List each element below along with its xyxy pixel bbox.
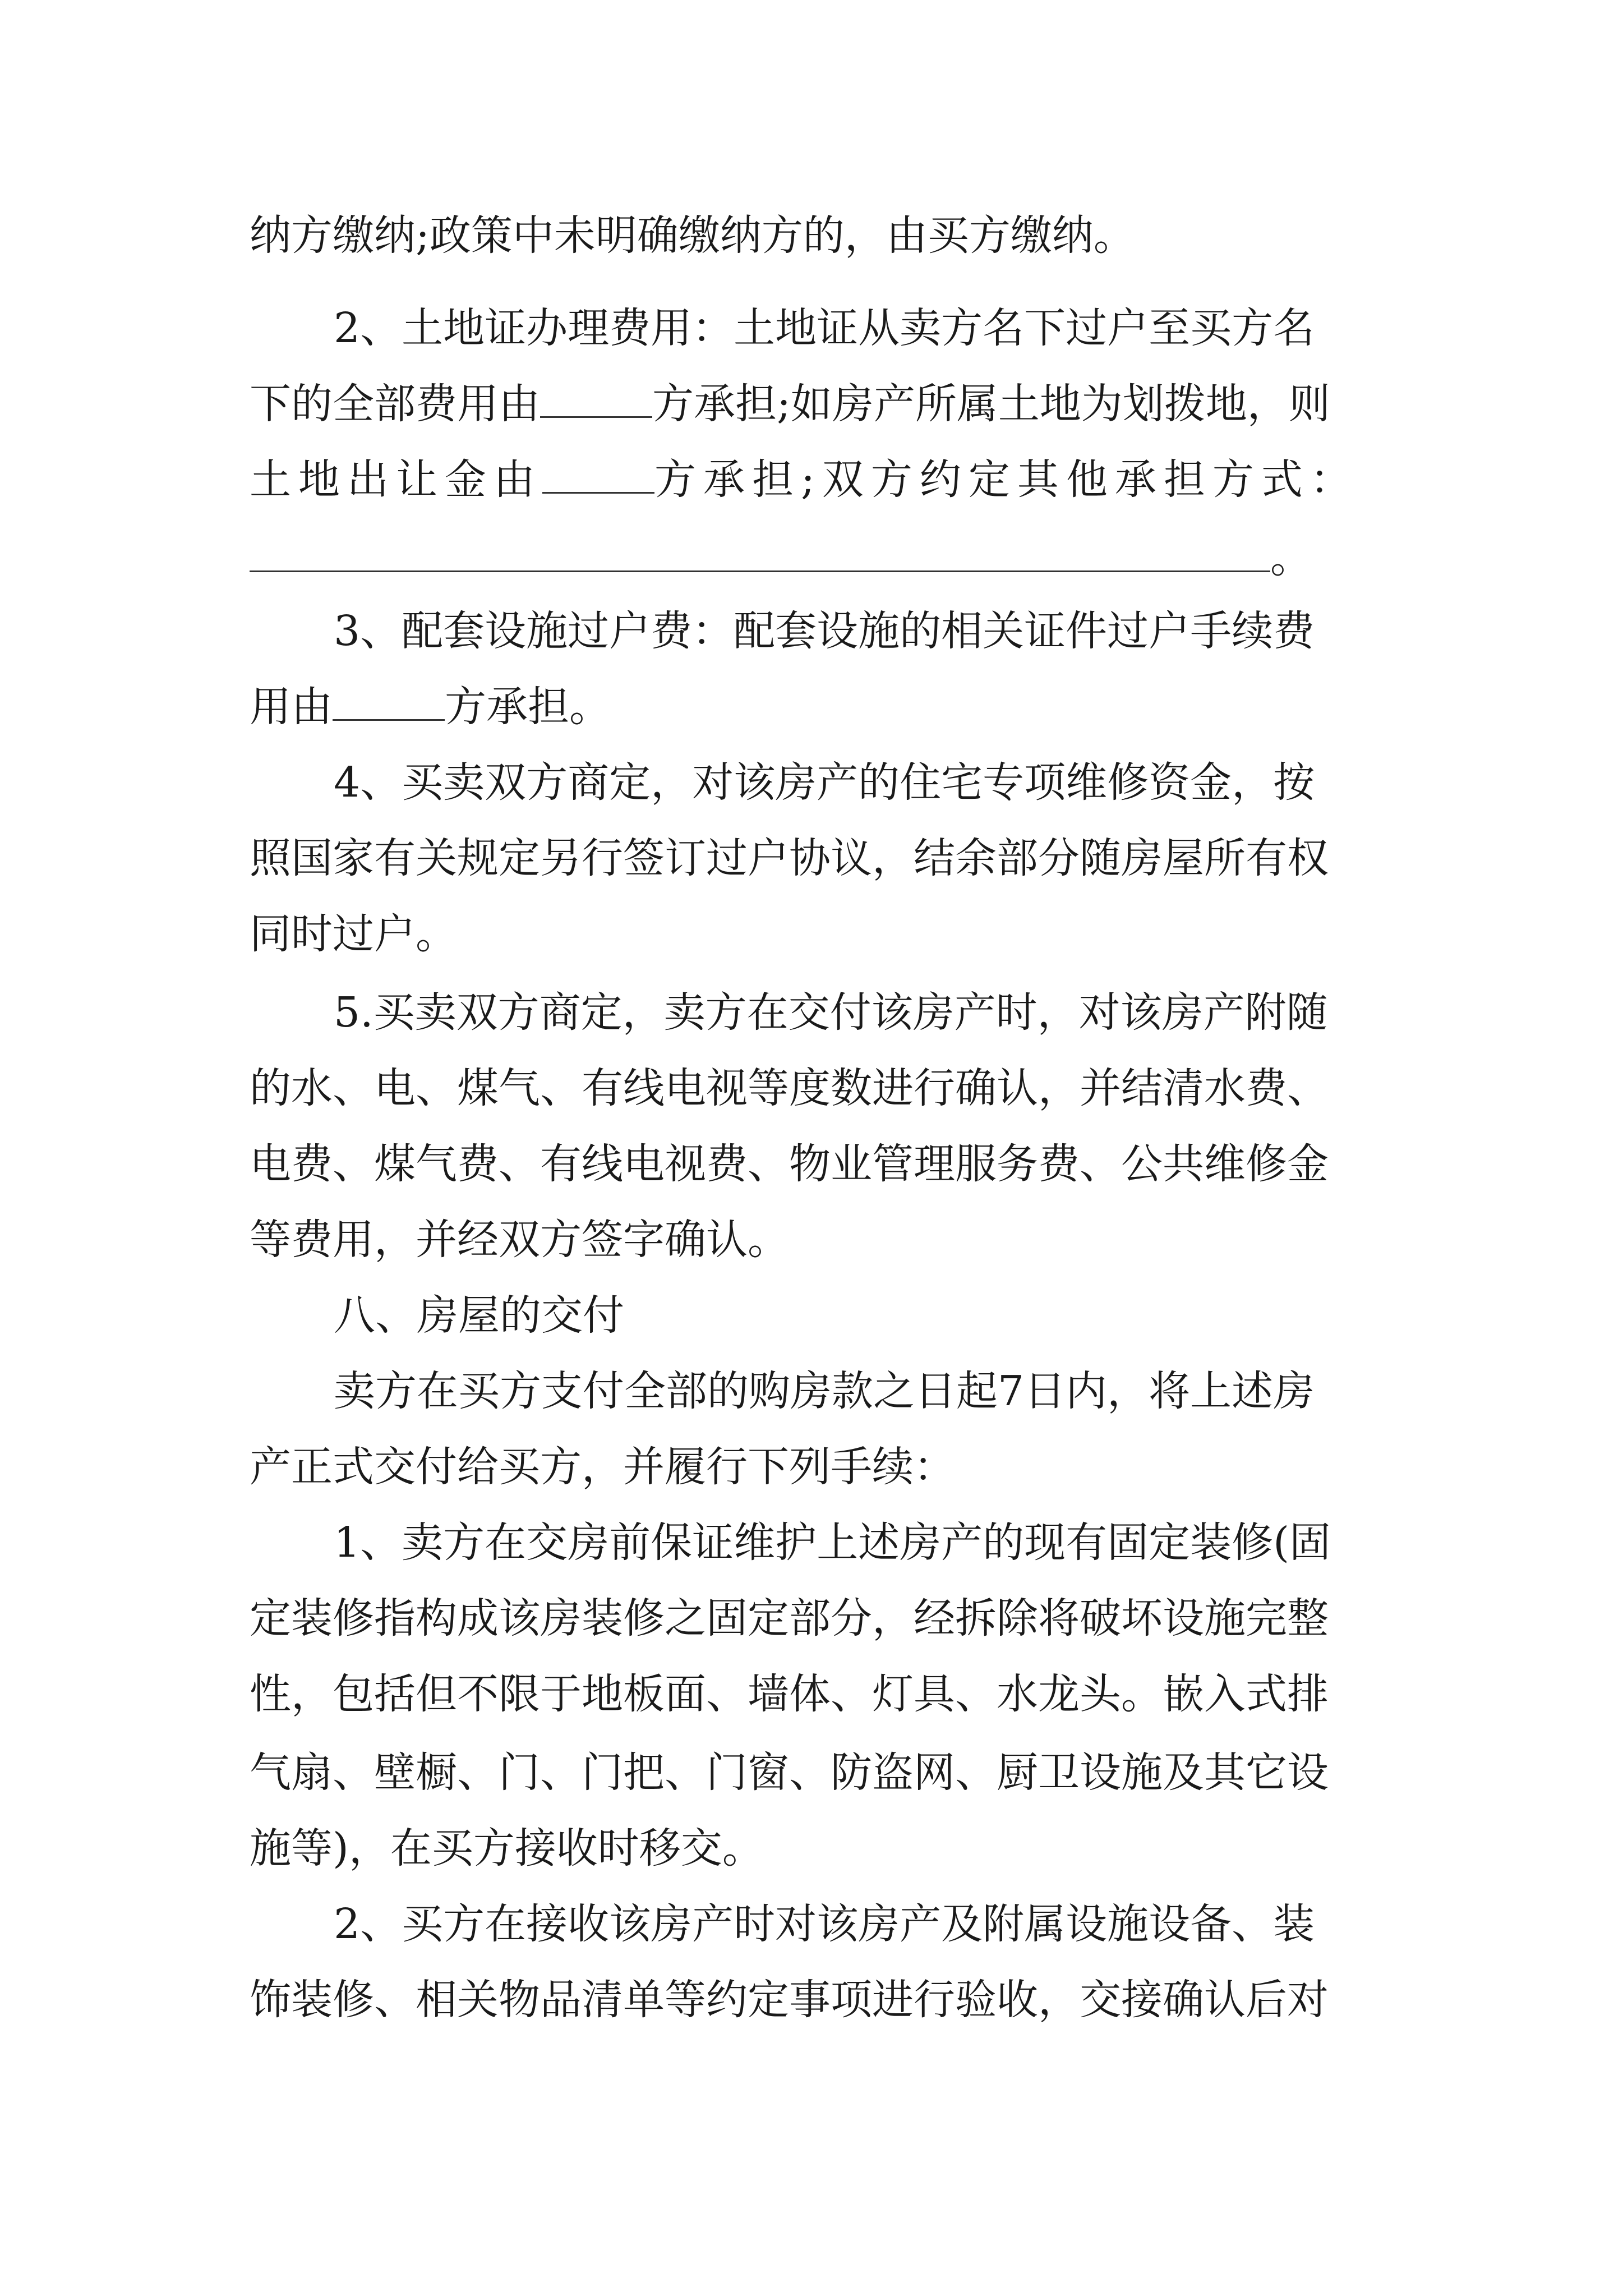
text-line: 产正式交付给买方，并履行下列手续： (250, 1443, 955, 1491)
text-segment: 下的全部费用由 (250, 380, 540, 428)
text-line: 的水、电、煤气、有线电视等度数进行确认，并结清水费、 (250, 1064, 1329, 1112)
text-line: 4、买卖双方商定，对该房产的住宅专项维修资金，按 (334, 758, 1315, 807)
text-line: 性，包括但不限于地板面、墙体、灯具、水龙头。嵌入式排 (250, 1670, 1329, 1718)
text-line (250, 530, 1394, 586)
text-line: 电费、煤气费、有线电视费、物业管理服务费、公共维修金 (250, 1140, 1329, 1188)
blank-field (542, 453, 654, 494)
text-line: 1、卖方在交房前保证维护上述房产的现有固定装修(固 (334, 1519, 1331, 1567)
text-segment: 。 (1270, 534, 1312, 582)
text-line: 2、买方在接收该房产时对该房产及附属设施设备、装 (334, 1900, 1315, 1948)
section-heading: 八、房屋的交付 (334, 1291, 624, 1340)
text-line: 定装修指构成该房装修之固定部分，经拆除将破坏设施完整 (250, 1594, 1329, 1642)
text-line: 等费用，并经双方签字确认。 (250, 1216, 789, 1264)
text-line: 卖方在买方支付全部的购房款之日起7日内，将上述房 (334, 1367, 1315, 1415)
blank-field (333, 680, 445, 721)
text-segment: 方承担。 (445, 683, 611, 731)
text-line (250, 376, 1394, 432)
text-line: 5.买卖双方商定，卖方在交付该房产时，对该房产附随 (334, 988, 1328, 1037)
text-line: 纳方缴纳;政策中未明确缴纳方的，由买方缴纳。 (250, 211, 1135, 260)
text-segment: 土地出让金由 (250, 455, 542, 504)
text-line: 2、土地证办理费用：土地证从卖方名下过户至买方名 (334, 304, 1315, 352)
text-segment: 方承担;如房产所属土地为划拨地，则 (652, 380, 1330, 428)
text-segment: 方承担;双方约定其他承担方式： (654, 455, 1359, 504)
text-line: 同时过户。 (250, 910, 457, 958)
text-line: 气扇、壁橱、门、门把、门窗、防盗网、厨卫设施及其它设 (250, 1749, 1329, 1797)
text-line: 照国家有关规定另行签订过户协议，结余部分随房屋所有权 (250, 834, 1329, 882)
text-line: 施等)，在买方接收时移交。 (250, 1824, 764, 1872)
text-line: 3、配套设施过户费：配套设施的相关证件过户手续费 (334, 607, 1315, 655)
text-line (250, 679, 1394, 735)
blank-field (250, 536, 1270, 572)
text-segment: 用由 (250, 683, 333, 731)
text-line (250, 452, 1394, 508)
blank-field (540, 377, 652, 418)
text-line: 饰装修、相关物品清单等约定事项进行验收，交接确认后对 (250, 1976, 1329, 2024)
